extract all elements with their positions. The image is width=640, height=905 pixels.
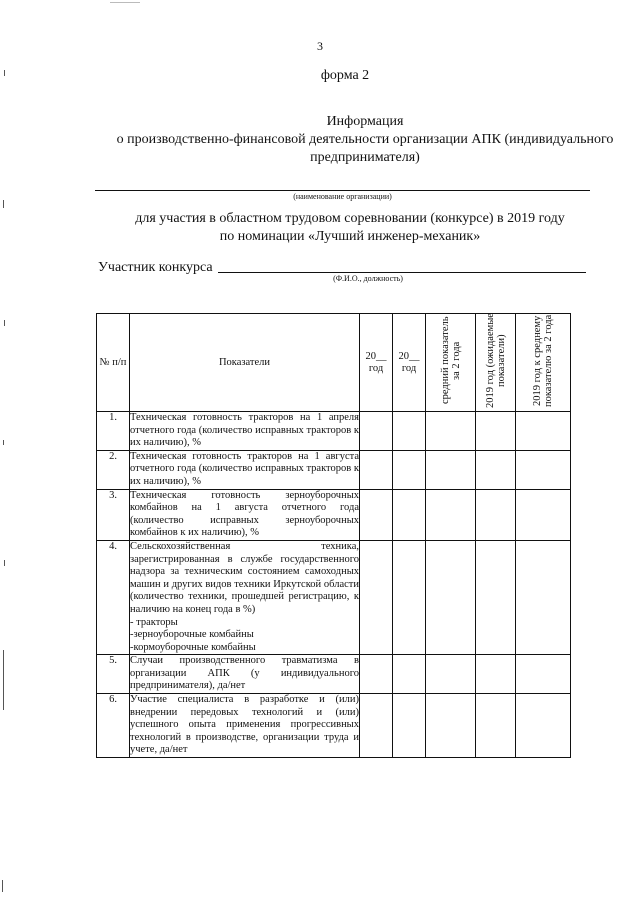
row-num: 5.: [97, 655, 130, 694]
purpose-line-1: для участия в областном трудовом соревновании (конкурсе) в 2019 году: [135, 211, 565, 226]
sub-item-grain-harvesters: -зерноуборочные комбайны: [130, 629, 254, 641]
table-row: [97, 450, 571, 489]
scan-mark: [110, 2, 140, 3]
row-num: 1.: [97, 412, 130, 451]
page-number: 3: [317, 39, 323, 53]
row-text: Участие специалиста в разработке и (или) внедрении передовых технологий и (или) успешного опыта применения прогрессивных технологий в производстве, организации труда и учете, да/нет: [130, 694, 360, 758]
table-row: [97, 655, 571, 694]
cell-year-1[interactable]: [360, 412, 393, 451]
scan-mark: [3, 200, 4, 208]
cell-expected[interactable]: [476, 450, 516, 489]
scan-mark: [3, 650, 4, 710]
cell-year-2[interactable]: [393, 655, 426, 694]
row-text: Техническая готовность тракторов на 1 апреля отчетного года (количество исправных тракторов к их наличию), %: [130, 412, 360, 451]
form-label: форма 2: [320, 68, 370, 83]
participant-caption: (Ф.И.О., должность): [333, 274, 403, 283]
cell-year-1[interactable]: [360, 694, 393, 758]
row-text-with-list: [130, 540, 360, 654]
cell-expected[interactable]: [476, 412, 516, 451]
sub-item-forage-harvesters: -кормоуборочные комбайны: [130, 641, 256, 653]
cell-average[interactable]: [426, 540, 476, 654]
table-row: [97, 540, 571, 654]
scan-mark: [4, 70, 5, 76]
header-expected-text: 2019 год (ожидаемые показатели): [484, 313, 507, 408]
cell-average[interactable]: [426, 655, 476, 694]
title-line-1: Информация: [326, 114, 404, 129]
row-num: 2.: [97, 450, 130, 489]
header-average: [426, 314, 476, 412]
header-year-2: 20__ год: [393, 314, 426, 412]
cell-expected[interactable]: [476, 489, 516, 540]
cell-average[interactable]: [426, 694, 476, 758]
header-indicators: Показатели: [130, 314, 360, 412]
cell-year-2[interactable]: [393, 694, 426, 758]
cell-average[interactable]: [426, 412, 476, 451]
cell-expected[interactable]: [476, 694, 516, 758]
row-text: Техническая готовность тракторов на 1 августа отчетного года (количество исправных тракторов к их наличию), %: [130, 450, 360, 489]
scan-mark: [4, 320, 5, 326]
indicators-table: [96, 313, 571, 758]
cell-year-1[interactable]: [360, 540, 393, 654]
cell-year-1[interactable]: [360, 655, 393, 694]
participant-line: [218, 272, 586, 273]
cell-ratio[interactable]: [516, 489, 571, 540]
cell-ratio[interactable]: [516, 540, 571, 654]
cell-expected[interactable]: [476, 655, 516, 694]
row-text: Сельскохозяйственная техника, зарегистрированная в службе государственного надзора за техническим состоянием самоходных машин и других видов техники Иркутской области (количество техники, прошедшей регистрацию, к наличию на конец года в %): [130, 540, 359, 615]
table-header-row: [97, 314, 571, 412]
table-row: [97, 412, 571, 451]
organization-caption: (наименование организации): [293, 192, 392, 201]
purpose-text: [100, 210, 600, 246]
cell-year-2[interactable]: [393, 489, 426, 540]
cell-expected[interactable]: [476, 540, 516, 654]
row-text: Техническая готовность зерноуборочных комбайнов на 1 августа отчетного года (количество исправных зерноуборочных комбайнов к их наличию), %: [130, 489, 360, 540]
cell-average[interactable]: [426, 450, 476, 489]
cell-year-2[interactable]: [393, 412, 426, 451]
header-ratio-text: 2019 год к среднему показателю за 2 года: [532, 314, 554, 407]
header-num: № п/п: [97, 314, 130, 412]
cell-average[interactable]: [426, 489, 476, 540]
purpose-line-2: по номинации «Лучший инженер-механик»: [219, 229, 481, 244]
cell-year-1[interactable]: [360, 489, 393, 540]
organization-name-line: [95, 190, 590, 191]
scan-mark: [3, 440, 4, 445]
header-average-text: средний показатель за 2 года: [439, 316, 462, 405]
title-line-2: о производственно-финансовой деятельности организации АПК (индивидуального: [116, 132, 614, 147]
sub-item-tractors: - тракторы: [130, 616, 178, 628]
cell-year-1[interactable]: [360, 450, 393, 489]
row-num: 6.: [97, 694, 130, 758]
scan-mark: [4, 560, 5, 566]
cell-ratio[interactable]: [516, 450, 571, 489]
row-text: Случаи производственного травматизма в организации АПК (у индивидуального предпринимателя), да/нет: [130, 655, 360, 694]
cell-year-2[interactable]: [393, 540, 426, 654]
cell-ratio[interactable]: [516, 655, 571, 694]
row-num: 3.: [97, 489, 130, 540]
table-row: [97, 694, 571, 758]
header-year-1: 20__ год: [360, 314, 393, 412]
participant-label: Участник конкурса: [98, 260, 213, 275]
cell-ratio[interactable]: [516, 412, 571, 451]
table-row: [97, 489, 571, 540]
title-line-3: предпринимателя): [310, 150, 420, 165]
scan-mark: [2, 880, 3, 892]
header-expected: [476, 314, 516, 412]
document-title: [85, 113, 640, 167]
cell-ratio[interactable]: [516, 694, 571, 758]
header-ratio: [516, 314, 571, 412]
row-num: 4.: [97, 540, 130, 654]
cell-year-2[interactable]: [393, 450, 426, 489]
